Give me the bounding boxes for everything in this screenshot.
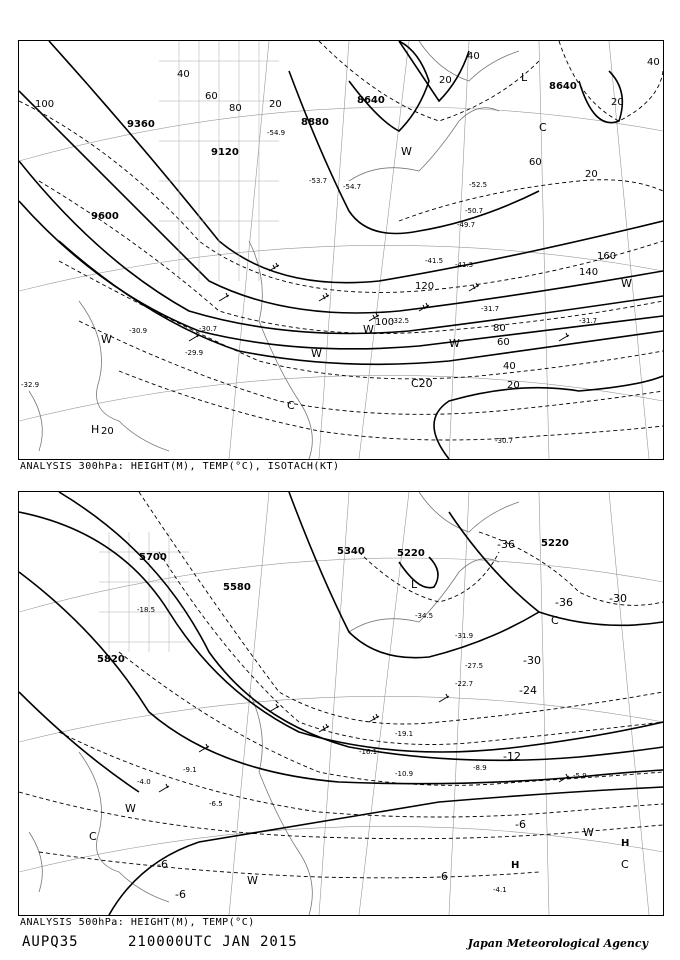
temp-label: -50.7	[465, 207, 484, 215]
height-label: 9600	[91, 211, 119, 222]
cold-center-mark: C	[89, 830, 97, 843]
height-contours-300	[19, 41, 663, 459]
warm-center-mark: W	[621, 277, 632, 290]
temp-contour-label: -6	[437, 870, 448, 883]
temp-label: -4.0	[137, 778, 151, 786]
height-labels-300	[91, 81, 577, 222]
temp-label: -32.5	[391, 317, 410, 325]
chart-identifier: AUPQ35	[22, 934, 79, 950]
temp-label: -34.5	[415, 612, 434, 620]
isotach-label: 40	[177, 69, 190, 80]
temp-contour-label: -30	[609, 592, 627, 605]
temp-labels-300	[21, 129, 597, 445]
temp-contour-label: -36	[497, 538, 515, 551]
warm-center-mark: W	[125, 802, 136, 815]
height-label: 5220	[541, 538, 569, 549]
temp-label: -5.9	[573, 772, 587, 780]
temp-label: -22.7	[455, 680, 474, 688]
temp-label: -4.1	[493, 886, 507, 894]
isotach-label: 20	[439, 75, 452, 86]
wind-barbs-300	[189, 263, 569, 341]
isotach-label: 160	[597, 251, 617, 262]
isotach-label: 20	[611, 97, 624, 108]
warm-center-mark: W	[401, 145, 412, 158]
temp-label: -18.5	[137, 606, 156, 614]
warm-center-mark: W	[247, 874, 258, 887]
valid-time: 210000UTC JAN 2015	[128, 934, 298, 950]
temp-label: -16.1	[359, 748, 378, 756]
isotach-label: 40	[647, 57, 660, 68]
height-label: 8880	[301, 117, 329, 128]
chart-500hpa	[18, 491, 664, 916]
caption-300hpa: ANALYSIS 300hPa: HEIGHT(M), TEMP(°C), ISOTACH(KT)	[20, 461, 340, 472]
warm-center-mark: W	[583, 826, 594, 839]
cold-center-mark: C	[539, 121, 547, 134]
temp-label: -53.7	[309, 177, 328, 185]
temp-label: -30.9	[129, 327, 148, 335]
high-pressure-mark: H	[621, 838, 630, 849]
agency-credit: Japan Meteorological Agency	[467, 937, 648, 950]
temp-label: -10.9	[395, 770, 414, 778]
temp-label: -32.9	[21, 381, 40, 389]
temp-label: -49.7	[457, 221, 476, 229]
hatch-500	[99, 532, 189, 652]
temp-contour-label: -24	[519, 684, 537, 697]
height-label: 5580	[223, 582, 251, 593]
temp-label: -6.5	[209, 800, 223, 808]
isotach-label: 100	[35, 99, 55, 110]
temp-label: -9.1	[183, 766, 197, 774]
temp-contour-label: -36	[555, 596, 573, 609]
warm-center-mark: C	[287, 399, 295, 412]
temp-contour-label: -12	[503, 750, 521, 763]
map-300hpa	[19, 41, 663, 459]
graticule-300	[19, 41, 663, 459]
temp-label: -30.7	[495, 437, 514, 445]
height-label: 5340	[337, 546, 365, 557]
temp-contour-label: -6	[175, 888, 186, 901]
height-label: 8640	[549, 81, 577, 92]
height-label: 5220	[397, 548, 425, 559]
height-label: 5700	[139, 552, 167, 563]
temp-label: -31.7	[481, 305, 500, 313]
cold-center-mark: C	[551, 614, 559, 627]
height-label: 9120	[211, 147, 239, 158]
height-label: 5820	[97, 654, 125, 665]
temp-label: -52.5	[469, 181, 488, 189]
temp-contour-label: -6	[157, 858, 168, 871]
caption-500hpa: ANALYSIS 500hPa: HEIGHT(M), TEMP(°C)	[20, 917, 255, 928]
isotach-label: 60	[529, 157, 542, 168]
low-pressure-mark: L	[521, 71, 528, 84]
temp-label: -19.1	[395, 730, 414, 738]
isotach-label: 100	[375, 317, 395, 328]
warm-center-mark: W	[311, 347, 322, 360]
isotach-label: 60	[497, 337, 510, 348]
temp-contour-label: -6	[515, 818, 526, 831]
isotach-label: 80	[229, 103, 242, 114]
warm-center-mark: W	[101, 333, 112, 346]
marks-500	[89, 578, 629, 887]
isotach-label: 20	[101, 426, 114, 437]
chart-300hpa	[18, 40, 664, 460]
high-pressure-mark: H	[511, 860, 520, 871]
cold-center-mark: C	[621, 858, 629, 871]
low-pressure-mark: L	[411, 578, 418, 591]
isotach-label: 20	[585, 169, 598, 180]
cold-center-mark: H	[91, 423, 100, 436]
temp-label: -31.7	[579, 317, 598, 325]
cold-center-mark: C20	[411, 377, 433, 390]
temp-label: -27.5	[465, 662, 484, 670]
height-label: 8640	[357, 95, 385, 106]
temp-label: -30.7	[199, 325, 218, 333]
height-labels-500	[97, 538, 569, 665]
temp-label: -8.9	[473, 764, 487, 772]
wind-barbs-500	[159, 694, 569, 792]
isotachs-300	[19, 41, 663, 440]
temp-label: -54.7	[343, 183, 362, 191]
temp-contour-label: -30	[523, 654, 541, 667]
temp-label: -29.9	[185, 349, 204, 357]
isotach-label: 60	[205, 91, 218, 102]
coastline-500	[29, 492, 519, 915]
isotach-label: 20	[507, 380, 520, 391]
isotach-label: 40	[503, 361, 516, 372]
isotach-label: 20	[269, 99, 282, 110]
warm-center-mark: W	[363, 323, 374, 336]
isotach-label: 40	[467, 51, 480, 62]
isotach-label: 80	[493, 323, 506, 334]
warm-center-mark: W	[449, 337, 460, 350]
temp-label: -31.9	[455, 632, 474, 640]
temp-label: -54.9	[267, 129, 286, 137]
temp-label: -41.5	[425, 257, 444, 265]
isotach-label: 140	[579, 267, 599, 278]
map-500hpa	[19, 492, 663, 915]
isotach-label: 120	[415, 281, 435, 292]
temp-label: -41.3	[455, 261, 474, 269]
marks-300	[91, 71, 632, 436]
height-label: 9360	[127, 119, 155, 130]
